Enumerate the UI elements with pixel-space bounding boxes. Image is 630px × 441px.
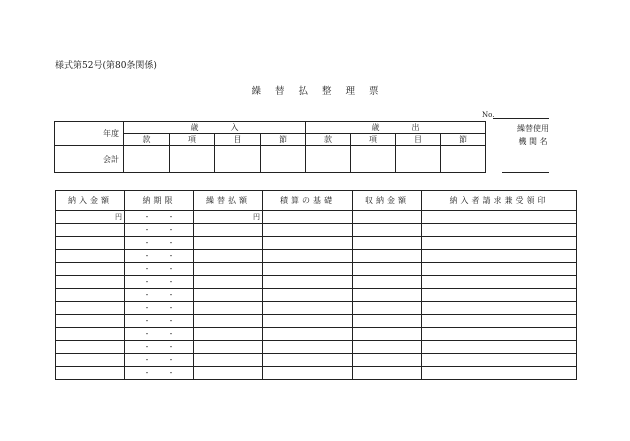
payer-seal-cell[interactable]	[422, 250, 577, 263]
date-separator: ・	[167, 317, 175, 325]
payer-seal-cell[interactable]	[422, 354, 577, 367]
payment-amount-cell[interactable]	[56, 237, 125, 250]
reimbursement-amount-cell[interactable]	[194, 354, 263, 367]
payer-seal-cell[interactable]	[422, 341, 577, 354]
payer-seal-cell[interactable]	[422, 224, 577, 237]
reimbursement-amount-cell[interactable]	[194, 211, 263, 224]
date-separator-group	[125, 342, 193, 352]
date-separator: ・	[167, 213, 175, 221]
payment-deadline-cell[interactable]	[125, 354, 194, 367]
account-classification-table	[54, 121, 486, 173]
date-separator: ・	[143, 265, 151, 273]
date-separator: ・	[143, 278, 151, 286]
payment-deadline-cell[interactable]	[125, 276, 194, 289]
reimbursement-amount-cell[interactable]	[194, 302, 263, 315]
payer-seal-cell[interactable]	[422, 276, 577, 289]
table-row	[56, 237, 577, 250]
number-label: No.	[482, 111, 495, 119]
payment-amount-cell[interactable]	[56, 367, 125, 380]
date-separator: ・	[167, 330, 175, 338]
date-separator: ・	[143, 226, 151, 234]
payment-deadline-cell[interactable]	[125, 328, 194, 341]
date-separator: ・	[143, 213, 151, 221]
income-setsu-cell[interactable]	[261, 146, 306, 173]
date-separator-group	[125, 238, 193, 248]
received-amount-cell[interactable]	[353, 341, 422, 354]
table-row	[56, 341, 577, 354]
date-separator: ・	[167, 356, 175, 364]
fiscal-year-cell[interactable]	[55, 122, 124, 146]
reimbursement-amount-cell[interactable]	[194, 315, 263, 328]
date-separator-group	[125, 225, 193, 235]
income-header: 歳 入	[124, 122, 306, 134]
payer-seal-cell[interactable]	[422, 328, 577, 341]
calculation-basis-cell[interactable]	[263, 263, 353, 276]
calculation-basis-cell[interactable]	[263, 276, 353, 289]
detail-header-row	[56, 191, 577, 211]
table-row	[56, 211, 577, 224]
payment-amount-cell[interactable]	[56, 302, 125, 315]
using-organization-label	[505, 122, 561, 148]
reimbursement-amount-cell[interactable]	[194, 224, 263, 237]
calculation-basis-cell[interactable]	[263, 328, 353, 341]
payer-seal-header: 納入者請求兼受領印	[422, 191, 577, 211]
income-moku-cell[interactable]	[215, 146, 261, 173]
expenditure-kan-header: 款	[306, 134, 351, 146]
calculation-basis-cell[interactable]	[263, 315, 353, 328]
payment-deadline-cell[interactable]	[125, 302, 194, 315]
table-row	[56, 328, 577, 341]
form-reference: 様式第52号(第80条関係)	[55, 61, 157, 71]
payment-amount-cell[interactable]	[56, 328, 125, 341]
payment-amount-cell[interactable]	[56, 289, 125, 302]
payment-amount-cell[interactable]	[56, 341, 125, 354]
date-separator: ・	[143, 252, 151, 260]
table-row	[56, 367, 577, 380]
payment-deadline-header: 納期限	[125, 191, 194, 211]
date-separator-group	[125, 368, 193, 378]
date-separator: ・	[143, 304, 151, 312]
expenditure-setsu-header: 節	[441, 134, 486, 146]
received-amount-cell[interactable]	[353, 237, 422, 250]
date-separator: ・	[143, 330, 151, 338]
calculation-basis-cell[interactable]	[263, 289, 353, 302]
payer-seal-cell[interactable]	[422, 211, 577, 224]
payment-amount-cell[interactable]	[56, 224, 125, 237]
table-row	[56, 289, 577, 302]
expenditure-moku-header: 目	[396, 134, 441, 146]
table-row	[56, 315, 577, 328]
organization-name-field[interactable]	[502, 172, 549, 173]
income-setsu-header: 節	[261, 134, 306, 146]
income-kan-cell[interactable]	[124, 146, 170, 173]
payment-deadline-cell[interactable]	[125, 211, 194, 224]
table-row	[56, 263, 577, 276]
total-label: 会計	[55, 146, 124, 173]
yen-unit: 円	[253, 213, 260, 221]
date-separator: ・	[167, 291, 175, 299]
payer-seal-cell[interactable]	[422, 237, 577, 250]
payment-deadline-cell[interactable]	[125, 367, 194, 380]
payment-deadline-cell[interactable]	[125, 341, 194, 354]
received-amount-cell[interactable]	[353, 367, 422, 380]
date-separator-group	[125, 316, 193, 326]
date-separator-group	[125, 290, 193, 300]
received-amount-cell[interactable]	[353, 354, 422, 367]
reimbursement-amount-cell[interactable]	[194, 276, 263, 289]
payer-seal-cell[interactable]	[422, 263, 577, 276]
date-separator: ・	[143, 317, 151, 325]
date-separator-group	[125, 212, 193, 222]
payment-amount-cell[interactable]	[56, 211, 125, 224]
reimbursement-amount-cell[interactable]	[194, 328, 263, 341]
received-amount-cell[interactable]	[353, 276, 422, 289]
table-row	[56, 276, 577, 289]
date-separator: ・	[143, 239, 151, 247]
date-separator-group	[125, 303, 193, 313]
expenditure-kan-cell[interactable]	[306, 146, 351, 173]
number-field[interactable]	[493, 118, 549, 119]
calculation-basis-cell[interactable]	[263, 302, 353, 315]
calculation-basis-cell[interactable]	[263, 211, 353, 224]
calculation-basis-cell[interactable]	[263, 237, 353, 250]
form-title: 繰替払整理票	[251, 86, 393, 97]
payment-amount-cell[interactable]	[56, 263, 125, 276]
expenditure-kou-header: 項	[351, 134, 396, 146]
date-separator-group	[125, 264, 193, 274]
date-separator: ・	[167, 304, 175, 312]
table-row	[56, 354, 577, 367]
calculation-basis-cell[interactable]	[263, 341, 353, 354]
calculation-basis-cell[interactable]	[263, 250, 353, 263]
table-row	[56, 224, 577, 237]
calculation-basis-cell[interactable]	[263, 354, 353, 367]
reimbursement-amount-cell[interactable]	[194, 289, 263, 302]
date-separator: ・	[143, 369, 151, 377]
date-separator: ・	[167, 226, 175, 234]
date-separator-group	[125, 251, 193, 261]
date-separator: ・	[167, 369, 175, 377]
reimbursement-amount-cell[interactable]	[194, 341, 263, 354]
received-amount-cell[interactable]	[353, 328, 422, 341]
payment-deadline-cell[interactable]	[125, 250, 194, 263]
date-separator: ・	[143, 343, 151, 351]
received-amount-cell[interactable]	[353, 302, 422, 315]
date-separator-group	[125, 277, 193, 287]
payment-deadline-cell[interactable]	[125, 315, 194, 328]
calculation-basis-cell[interactable]	[263, 367, 353, 380]
income-kou-header: 項	[170, 134, 215, 146]
payment-amount-cell[interactable]	[56, 250, 125, 263]
received-amount-cell[interactable]	[353, 224, 422, 237]
payment-deadline-cell[interactable]	[125, 237, 194, 250]
calculation-basis-cell[interactable]	[263, 224, 353, 237]
expenditure-moku-cell[interactable]	[396, 146, 441, 173]
payment-deadline-cell[interactable]	[125, 263, 194, 276]
org-label-line-1: 繰替使用	[517, 124, 549, 133]
date-separator: ・	[143, 291, 151, 299]
date-separator: ・	[167, 278, 175, 286]
received-amount-cell[interactable]	[353, 289, 422, 302]
calculation-basis-header: 積算の基礎	[263, 191, 353, 211]
reimbursement-amount-header: 繰替払額	[194, 191, 263, 211]
yen-unit: 円	[115, 213, 122, 221]
payer-seal-cell[interactable]	[422, 367, 577, 380]
income-kan-header: 款	[124, 134, 170, 146]
expenditure-setsu-cell[interactable]	[441, 146, 486, 173]
income-moku-header: 目	[215, 134, 261, 146]
received-amount-cell[interactable]	[353, 263, 422, 276]
received-amount-cell[interactable]	[353, 211, 422, 224]
table-row	[56, 302, 577, 315]
date-separator: ・	[167, 239, 175, 247]
expenditure-header: 歳 出	[306, 122, 486, 134]
date-separator: ・	[167, 252, 175, 260]
reimbursement-amount-cell[interactable]	[194, 250, 263, 263]
expenditure-kou-cell[interactable]	[351, 146, 396, 173]
table-row	[56, 250, 577, 263]
payment-deadline-cell[interactable]	[125, 224, 194, 237]
payer-seal-cell[interactable]	[422, 302, 577, 315]
payer-seal-cell[interactable]	[422, 289, 577, 302]
reimbursement-amount-cell[interactable]	[194, 237, 263, 250]
fiscal-year-label: 年度	[103, 129, 119, 138]
payer-seal-cell[interactable]	[422, 315, 577, 328]
org-label-line-2: 機 関 名	[518, 137, 548, 146]
detail-body	[56, 211, 577, 380]
reimbursement-amount-cell[interactable]	[194, 263, 263, 276]
received-amount-cell[interactable]	[353, 315, 422, 328]
received-amount-header: 収納金額	[353, 191, 422, 211]
payment-amount-cell[interactable]	[56, 276, 125, 289]
payment-amount-cell[interactable]	[56, 315, 125, 328]
income-kou-cell[interactable]	[170, 146, 215, 173]
date-separator: ・	[143, 356, 151, 364]
date-separator: ・	[167, 343, 175, 351]
payment-deadline-cell[interactable]	[125, 289, 194, 302]
date-separator: ・	[167, 265, 175, 273]
payment-amount-header: 納入金額	[56, 191, 125, 211]
reimbursement-amount-cell[interactable]	[194, 367, 263, 380]
reimbursement-detail-table	[55, 190, 577, 380]
received-amount-cell[interactable]	[353, 250, 422, 263]
payment-amount-cell[interactable]	[56, 354, 125, 367]
date-separator-group	[125, 355, 193, 365]
date-separator-group	[125, 329, 193, 339]
